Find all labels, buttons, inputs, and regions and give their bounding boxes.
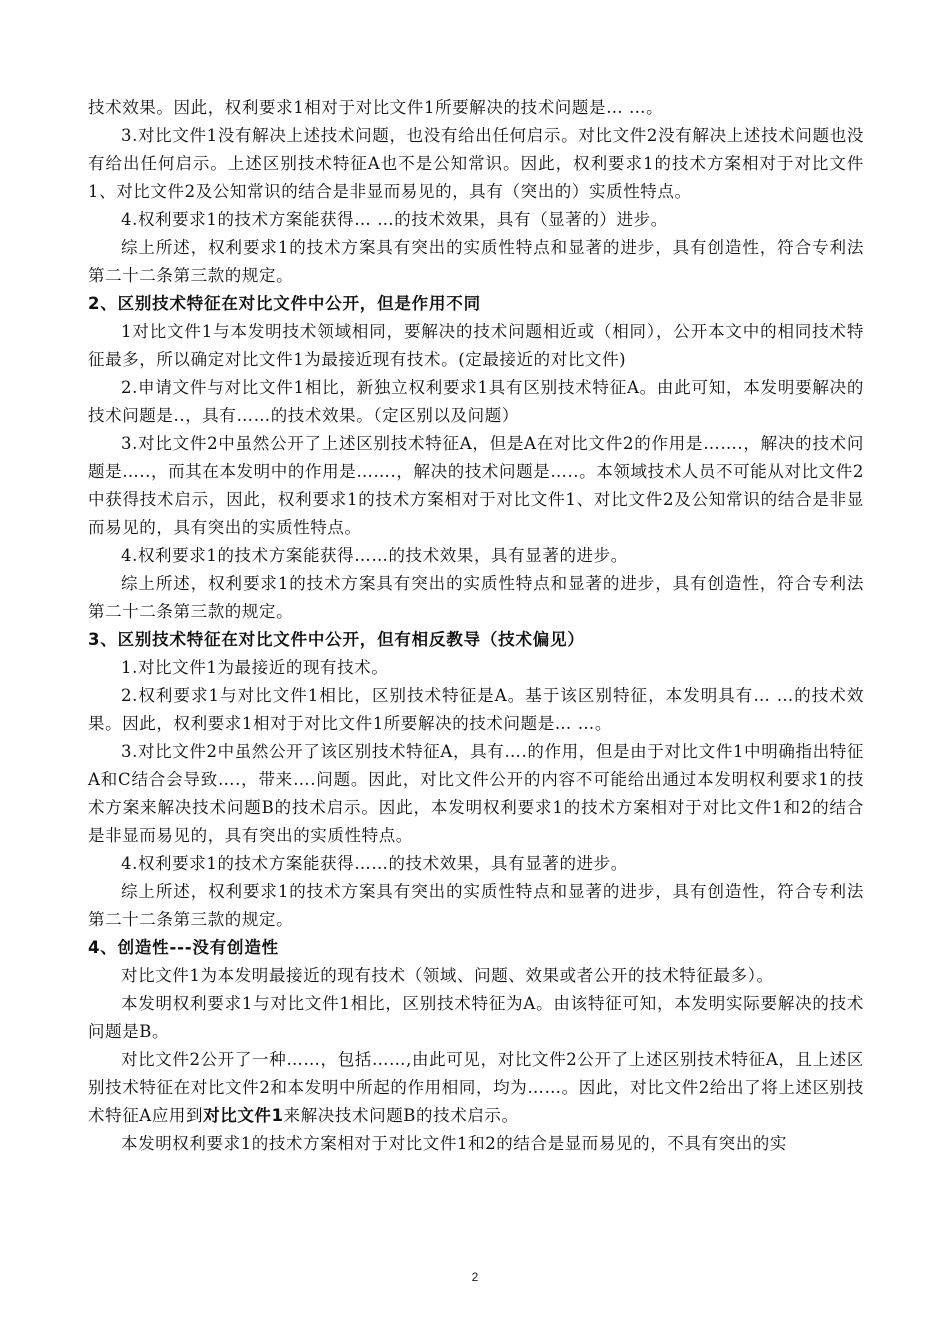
paragraph-1: 技术效果。因此，权利要求1相对于对比文件1所要解决的技术问题是… …。 — [88, 98, 664, 117]
paragraph-8: 3.对比文件2中虽然公开了上述区别技术特征A，但是A在对比文件2的作用是…….，解决的技术问题是…..，而其在本发明中的作用是…….，解决的技术问题是…..。本领域技术人员不可能从对比文件2中获得技术启示，因此，权利要求1的技术方案相对于对比文件1、对比文件2及公知常识的结合是非显而易见的，具有突出的实质性特点。 — [88, 434, 864, 537]
section-heading-3: 3、区别技术特征在对比文件中公开，但有相反教导（技术偏见） — [88, 630, 585, 649]
section-heading-4: 4、创造性---没有创造性 — [88, 938, 279, 957]
paragraph-4: 综上所述，权利要求1的技术方案具有突出的实质性特点和显著的进步，具有创造性，符合专利法第二十二条第三款的规定。 — [88, 238, 864, 285]
paragraph-20 — [88, 1046, 864, 1130]
paragraph-7: 2.申请文件与对比文件1相比，新独立权利要求1具有区别技术特征A。由此可知，本发明要解决的技术问题是..，具有……的技术效果。（定区别以及问题） — [88, 378, 864, 425]
paragraph-14: 3.对比文件2中虽然公开了该区别技术特征A，具有….的作用，但是由于对比文件1中明确指出特征A和C结合会导致….，带来….问题。因此，对比文件公开的内容不可能给出通过本发明权利要求1的技术方案来解决技术问题B的技术启示。因此，本发明权利要求1的技术方案相对于对比文件1和2的结合是非显而易见的，具有突出的实质性特点。 — [88, 742, 864, 845]
page-number: 2 — [471, 1270, 479, 1284]
paragraph-18: 对比文件1为本发明最接近的现有技术（领域、问题、效果或者公开的技术特征最多）。 — [121, 966, 774, 985]
paragraph-20-bold: 对比文件1 — [203, 1106, 284, 1125]
paragraph-15: 4.权利要求1的技术方案能获得……的技术效果，具有显著的进步。 — [121, 854, 628, 873]
page-content — [88, 94, 864, 1158]
paragraph-12: 1.对比文件1为最接近的现有技术。 — [121, 658, 389, 677]
paragraph-20-before: 对比文件2公开了一种……，包括……,由此可见，对比文件2公开了上述区别技术特征A，且上述区别技术特征在对比文件2和本发明中所起的作用相同，均为……。因此，对比文件2给出了将上述区别技术特征A应用到 — [88, 1050, 864, 1125]
paragraph-9: 4.权利要求1的技术方案能获得……的技术效果，具有显著的进步。 — [121, 546, 628, 565]
paragraph-13: 2.权利要求1与对比文件1相比，区别技术特征是A。基于该区别特征，本发明具有… …的技术效果。因此，权利要求1相对于对比文件1所要解决的技术问题是… …。 — [88, 686, 864, 733]
paragraph-16: 综上所述，权利要求1的技术方案具有突出的实质性特点和显著的进步，具有创造性，符合专利法第二十二条第三款的规定。 — [88, 882, 864, 929]
paragraph-21: 本发明权利要求1的技术方案相对于对比文件1和2的结合是显而易见的，不具有突出的实 — [121, 1134, 787, 1153]
paragraph-19: 本发明权利要求1与对比文件1相比，区别技术特征为A。由该特征可知，本发明实际要解决的技术问题是B。 — [88, 994, 864, 1041]
paragraph-3: 4.权利要求1的技术方案能获得… …的技术效果，具有（显著的）进步。 — [121, 210, 668, 229]
paragraph-10: 综上所述，权利要求1的技术方案具有突出的实质性特点和显著的进步，具有创造性，符合专利法第二十二条第三款的规定。 — [88, 574, 864, 621]
paragraph-20-after: 来解决技术问题B的技术启示。 — [283, 1106, 519, 1125]
paragraph-6: 1对比文件1与本发明技术领域相同，要解决的技术问题相近或（相同），公开本文中的相同技术特征最多，所以确定对比文件1为最接近现有技术。(定最接近的对比文件) — [88, 322, 864, 369]
paragraph-2: 3.对比文件1没有解决上述技术问题，也没有给出任何启示。对比文件2没有解决上述技术问题也没有给出任何启示。上述区别技术特征A也不是公知常识。因此，权利要求1的技术方案相对于对比文件1、对比文件2及公知常识的结合是非显而易见的，具有（突出的）实质性特点。 — [88, 126, 864, 201]
section-heading-2: 2、区别技术特征在对比文件中公开，但是作用不同 — [88, 294, 481, 313]
